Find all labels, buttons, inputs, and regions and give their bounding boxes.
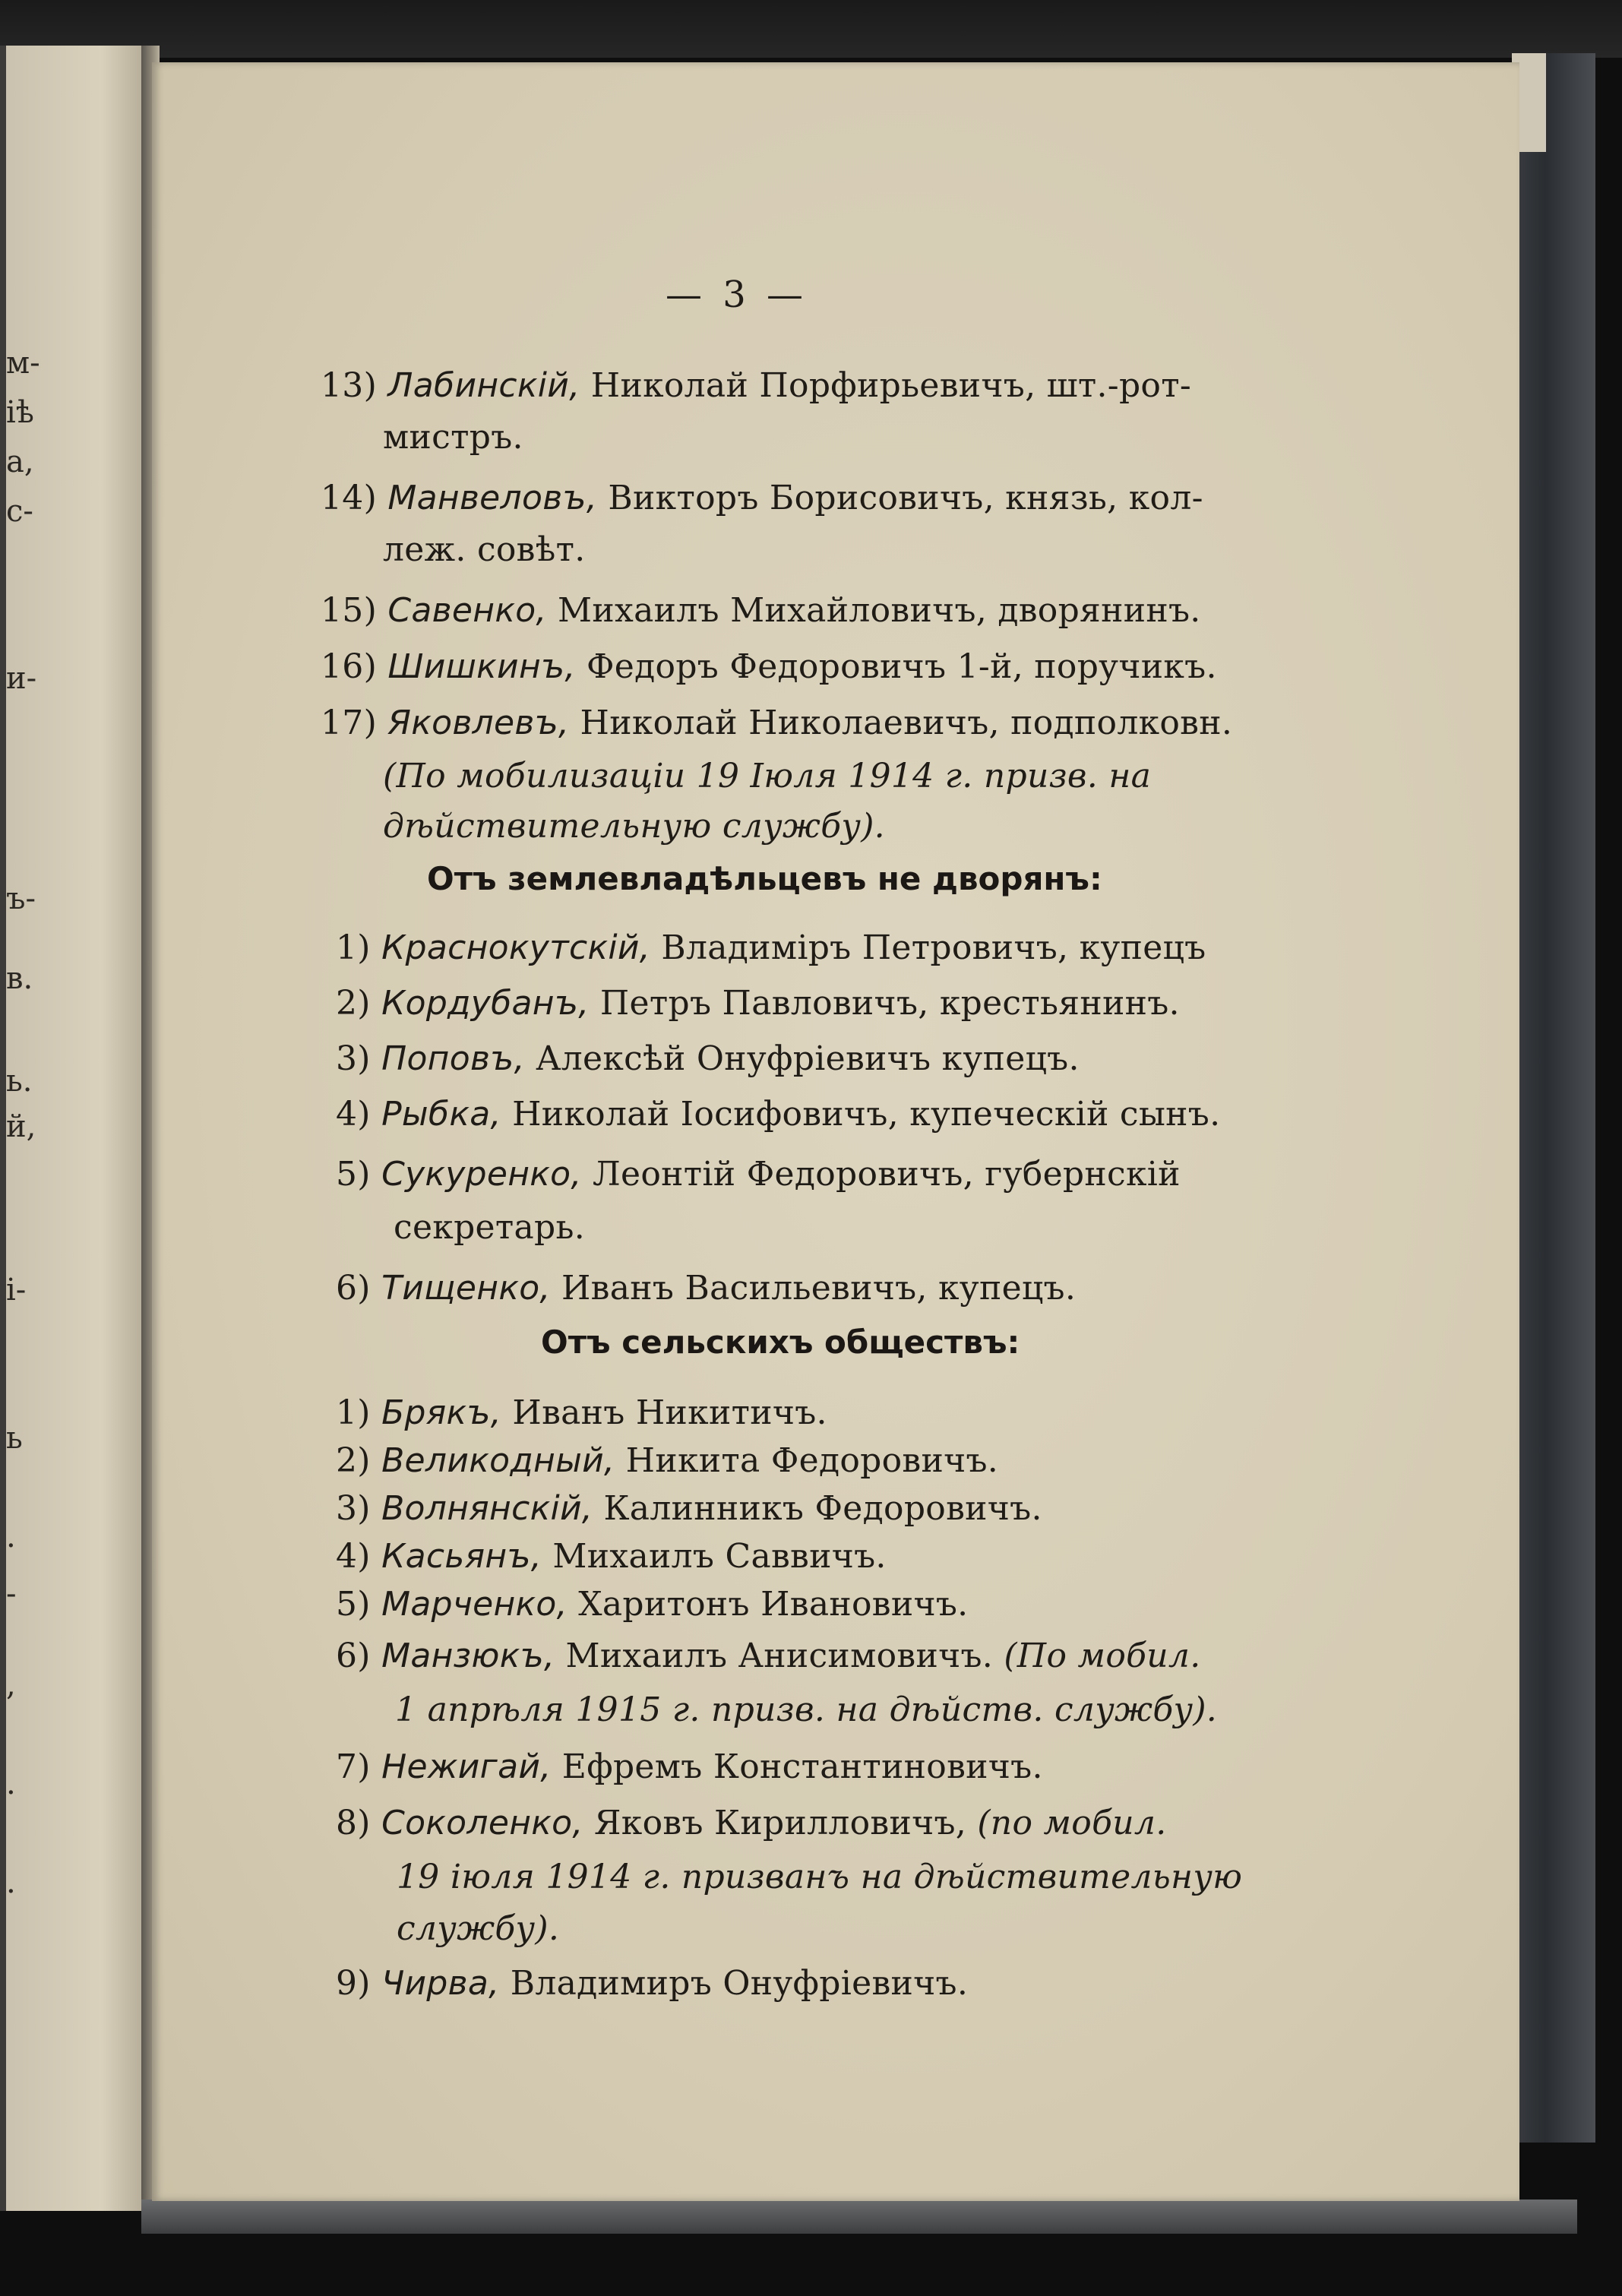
entry-number: 14): [321, 479, 378, 517]
landowner-entry-5-continuation: секретарь.: [394, 1208, 586, 1247]
previous-page-binding: [0, 46, 6, 2211]
book-cover-right: [1512, 53, 1595, 2143]
entry-number: 1): [336, 928, 371, 967]
entry-15: [321, 591, 1201, 630]
rural-entry-8-note-end: службу).: [397, 1909, 560, 1948]
rural-entry-7: [336, 1747, 1043, 1786]
entry-details: Владимиръ Онуфріевичъ.: [499, 1964, 969, 2003]
section-heading-landowners: Отъ землевладѣльцевъ не дворянъ:: [427, 860, 1102, 897]
entry-details: Петръ Павловичъ, крестьянинъ.: [589, 984, 1180, 1023]
entry-13: [321, 366, 1191, 405]
prev-page-fragment: .: [6, 1520, 16, 1554]
entry-number: 2): [336, 1441, 371, 1480]
entry-surname: Марченко,: [381, 1585, 568, 1624]
entry-17-note-continuation: дѣйствительную службу).: [383, 807, 885, 846]
page-number: — 3 —: [666, 274, 808, 316]
entry-details: Харитонъ Ивановичъ.: [567, 1585, 969, 1624]
prev-page-fragment: а,: [6, 444, 34, 479]
prev-page-fragment: м-: [6, 346, 40, 381]
entry-number: 9): [336, 1964, 371, 2003]
rural-entry-8-note-continuation: 19 іюля 1914 г. призванъ на дѣйствительную: [397, 1858, 1243, 1896]
entry-surname: Нежигай,: [381, 1747, 552, 1786]
entry-number: 13): [321, 366, 378, 405]
entry-number: 1): [336, 1393, 371, 1432]
entry-surname: Лабинскій,: [387, 366, 580, 405]
rural-entry-2: [336, 1441, 998, 1480]
entry-surname: Савенко,: [387, 591, 547, 630]
entry-14-continuation: леж. совѣт.: [383, 530, 586, 569]
entry-number: 4): [336, 1537, 371, 1576]
landowner-entry-1: [336, 928, 1206, 967]
previous-page-edge: [0, 46, 144, 2211]
entry-details: Федоръ Федоровичъ 1-й, поручикъ.: [575, 647, 1217, 686]
document-page: [152, 62, 1519, 2201]
landowner-entry-6: [336, 1269, 1076, 1308]
entry-surname: Поповъ,: [381, 1039, 525, 1078]
prev-page-fragment: -: [6, 1577, 17, 1611]
entry-surname: Чирва,: [381, 1964, 500, 2003]
entry-details: Леонтій Федоровичъ, губернскій: [581, 1155, 1181, 1194]
rural-entry-4: [336, 1537, 887, 1576]
entry-surname: Краснокутскій,: [381, 928, 651, 967]
entry-details: Яковъ Кирилловичъ,: [583, 1804, 978, 1842]
section-heading-rural-societies: Отъ сельскихъ обществъ:: [541, 1324, 1020, 1361]
entry-number: 15): [321, 591, 378, 630]
scan-background-top: [0, 0, 1622, 58]
landowner-entry-2: [336, 984, 1180, 1023]
rural-entry-8: [336, 1804, 1167, 1842]
entry-surname: Брякъ,: [381, 1393, 502, 1432]
entry-details: Владиміръ Петровичъ, купецъ: [650, 928, 1206, 967]
prev-page-fragment: ъ-: [6, 881, 36, 916]
rural-entry-5: [336, 1585, 968, 1624]
entry-note: (по мобил.: [977, 1804, 1167, 1842]
entry-number: 3): [336, 1489, 371, 1528]
entry-17: [321, 704, 1232, 742]
entry-17-note: (По мобилизаціи 19 Іюля 1914 г. призв. на: [383, 757, 1152, 795]
entry-number: 16): [321, 647, 378, 686]
entry-number: 6): [336, 1637, 371, 1675]
book-cover-bottom: [141, 2200, 1577, 2234]
prev-page-fragment: ь: [6, 1421, 23, 1456]
entry-surname: Манвеловъ,: [387, 479, 598, 517]
prev-page-fragment: ,: [6, 1668, 16, 1703]
entry-details: Николай Іосифовичъ, купеческій сынъ.: [501, 1095, 1221, 1134]
entry-details: Николай Николаевичъ, подполковн.: [569, 704, 1233, 742]
landowner-entry-4: [336, 1095, 1220, 1134]
entry-note: (По мобил.: [1004, 1637, 1201, 1675]
prev-page-fragment: і-: [6, 1273, 27, 1308]
entry-details: Иванъ Васильевичъ, купецъ.: [550, 1269, 1077, 1308]
entry-details: Никита Федоровичъ.: [615, 1441, 999, 1480]
entry-details: Николай Порфирьевичъ, шт.-рот-: [580, 366, 1192, 405]
entry-details: Викторъ Борисовичъ, князь, кол-: [597, 479, 1203, 517]
prev-page-fragment: ь.: [6, 1064, 33, 1099]
entry-13-continuation: мистръ.: [383, 418, 523, 457]
prev-page-fragment: .: [6, 1865, 16, 1900]
rural-entry-1: [336, 1393, 827, 1432]
prev-page-fragment: с-: [6, 494, 33, 529]
prev-page-fragment: іѣ: [6, 395, 34, 430]
entry-number: 4): [336, 1095, 371, 1134]
entry-details: Калинникъ Федоровичъ.: [593, 1489, 1042, 1528]
prev-page-fragment: в.: [6, 961, 33, 996]
entry-number: 6): [336, 1269, 371, 1308]
entry-number: 5): [336, 1155, 371, 1194]
entry-details: Ефремъ Константиновичъ.: [551, 1747, 1043, 1786]
entry-surname: Соколенко,: [381, 1804, 583, 1842]
rural-entry-6-note-continuation: 1 апрѣля 1915 г. призв. на дѣйств. службу).: [395, 1690, 1218, 1729]
entry-surname: Касьянъ,: [381, 1537, 542, 1576]
landowner-entry-5: [336, 1155, 1181, 1194]
entry-surname: Шишкинъ,: [387, 647, 576, 686]
entry-surname: Сукуренко,: [381, 1155, 582, 1194]
entry-14: [321, 479, 1203, 517]
entry-surname: Рыбка,: [381, 1095, 501, 1134]
rural-entry-9: [336, 1964, 968, 2003]
entry-surname: Волнянскій,: [381, 1489, 593, 1528]
entry-16: [321, 647, 1217, 686]
entry-surname: Яковлевъ,: [387, 704, 570, 742]
entry-details: Михаилъ Анисимовичъ.: [555, 1637, 1004, 1675]
entry-number: 17): [321, 704, 378, 742]
rural-entry-3: [336, 1489, 1042, 1528]
entry-surname: Манзюкъ,: [381, 1637, 555, 1675]
entry-surname: Кордубанъ,: [381, 984, 590, 1023]
rural-entry-6: [336, 1637, 1201, 1675]
prev-page-fragment: и-: [6, 661, 37, 696]
entry-details: Алексѣй Онуфріевичъ купецъ.: [524, 1039, 1080, 1078]
entry-details: Михаилъ Михайловичъ, дворянинъ.: [546, 591, 1201, 630]
entry-number: 2): [336, 984, 371, 1023]
prev-page-fragment: .: [6, 1766, 16, 1801]
entry-surname: Великодный,: [381, 1441, 615, 1480]
entry-number: 3): [336, 1039, 371, 1078]
entry-details: Иванъ Никитичъ.: [501, 1393, 827, 1432]
landowner-entry-3: [336, 1039, 1080, 1078]
entry-details: Михаилъ Саввичъ.: [542, 1537, 887, 1576]
prev-page-fragment: й,: [6, 1109, 36, 1144]
entry-number: 5): [336, 1585, 371, 1624]
entry-surname: Тищенко,: [381, 1269, 551, 1308]
entry-number: 7): [336, 1747, 371, 1786]
entry-number: 8): [336, 1804, 371, 1842]
